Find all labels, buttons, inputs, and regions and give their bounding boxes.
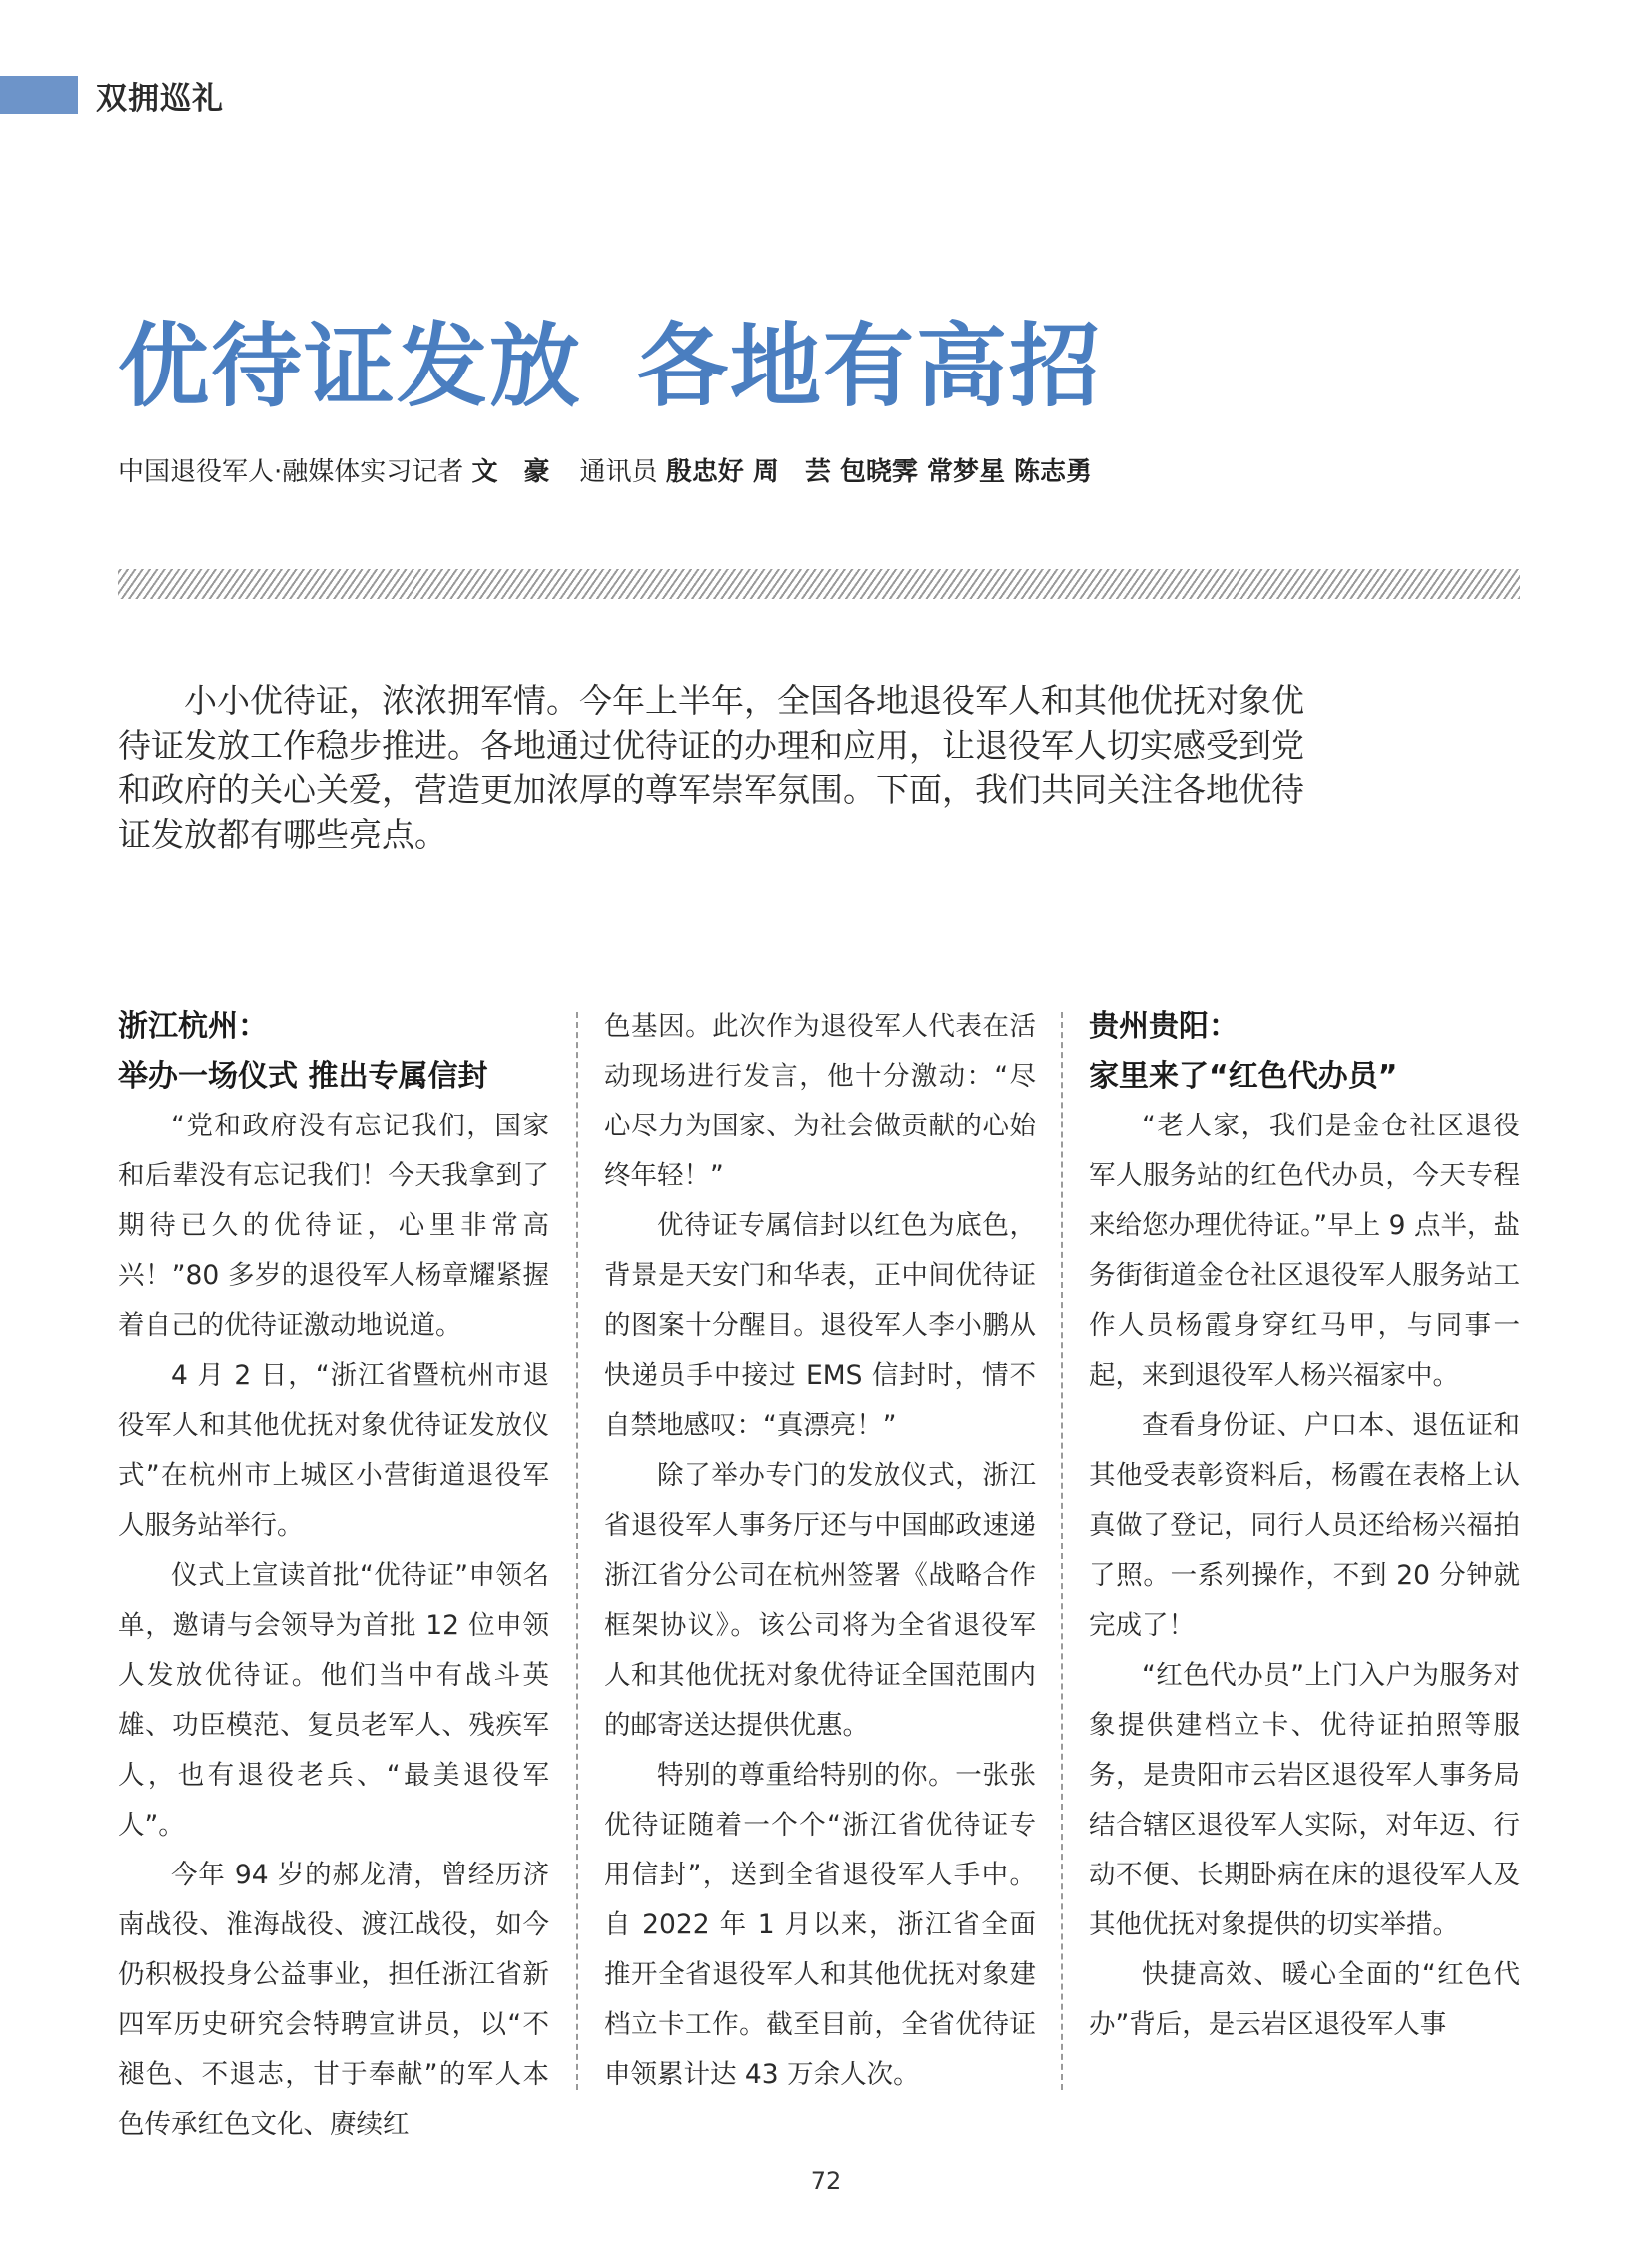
column-3-paragraph: 快捷高效、暖心全面的“红色代办”背后，是云岩区退役军人事 <box>1089 1959 1520 2040</box>
headline-part-2: 各地有高招 <box>637 315 1103 419</box>
headline-part-1: 优待证发放 <box>118 315 583 419</box>
column-1-paragraph: 今年 94 岁的郝龙清，曾经历济南战役、淮海战役、渡江战役，如今仍积极投身公益事业，担任浙江省新四军历史研究会特聘宣讲员，以“不褪色、不退志，甘于奉献”的军人本色传承红色文化、赓续红 <box>118 1860 549 2140</box>
section-label: 双拥巡礼 <box>96 81 224 117</box>
column-divider-1 <box>576 1012 578 2090</box>
column-2-paragraph: 特别的尊重给特别的你。一张张优待证随着一个个“浙江省优待证专用信封”，送到全省退役军人手中。自 2022 年 1 月以来，浙江省全面推开全省退役军人和其他优抚对象建档立卡工作。截至目前，全省优待证申领累计达 43 万余人次。 <box>604 1760 1036 2090</box>
column-1-paragraph: “党和政府没有忘记我们，国家和后辈没有忘记我们！今天我拿到了期待已久的优待证，心里非常高兴！”80 多岁的退役军人杨章耀紧握着自己的优待证激动地说道。 <box>118 1111 549 1341</box>
article-headline <box>118 315 1103 419</box>
column-1-heading-line-2: 举办一场仪式 推出专属信封 <box>118 1059 488 1094</box>
column-3-paragraph: “红色代办员”上门入户为服务对象提供建档立卡、优待证拍照等服务，是贵阳市云岩区退役军人事务局结合辖区退役军人实际，对年迈、行动不便、长期卧病在床的退役军人及其他优抚对象提供的切实举措。 <box>1089 1660 1520 1940</box>
column-1-heading-line-1: 浙江杭州： <box>118 1009 268 1044</box>
column-3 <box>1089 1002 1520 2050</box>
byline-correspondents: 殷忠好 周 芸 包晓霁 常梦星 陈志勇 <box>665 457 1093 487</box>
byline-prefix: 中国退役军人·融媒体实习记者 <box>118 457 472 487</box>
intro-paragraph <box>118 679 1336 857</box>
column-2 <box>604 1002 1036 2100</box>
column-3-heading-line-1: 贵州贵阳： <box>1089 1009 1239 1044</box>
intro-text: 小小优待证，浓浓拥军情。今年上半年，全国各地退役军人和其他优抚对象优待证发放工作稳步推进。各地通过优待证的办理和应用，让退役军人切实感受到党和政府的关心关爱，营造更加浓厚的尊军崇军氛围。下面，我们共同关注各地优待证发放都有哪些亮点。 <box>118 681 1304 854</box>
hatched-divider <box>118 569 1520 599</box>
column-2-paragraph: 优待证专属信封以红色为底色，背景是天安门和华表，正中间优待证的图案十分醒目。退役军人李小鹏从快递员手中接过 EMS 信封时，情不自禁地感叹：“真漂亮！” <box>604 1210 1036 1441</box>
column-2-continuation: 色基因。此次作为退役军人代表在活动现场进行发言，他十分激动：“尽心尽力为国家、为社会做贡献的心始终年轻！” <box>604 1011 1036 1191</box>
column-1-paragraph: 4 月 2 日，“浙江省暨杭州市退役军人和其他优抚对象优待证发放仪式”在杭州市上城区小营街道退役军人服务站举行。 <box>118 1360 549 1541</box>
column-2-paragraph: 除了举办专门的发放仪式，浙江省退役军人事务厅还与中国邮政速递浙江省分公司在杭州签署《战略合作框架协议》。该公司将为全省退役军人和其他优抚对象优待证全国范围内的邮寄送达提供优惠。 <box>604 1460 1036 1741</box>
column-3-paragraph: “老人家，我们是金仓社区退役军人服务站的红色代办员，今天专程来给您办理优待证。”早上 9 点半，盐务街街道金仓社区退役军人服务站工作人员杨霞身穿红马甲，与同事一起，来到退役军人杨兴福家中。 <box>1089 1111 1520 1391</box>
byline <box>118 451 1092 488</box>
column-divider-2 <box>1061 1012 1063 2090</box>
page-number: 72 <box>810 2167 842 2195</box>
column-3-paragraph: 查看身份证、户口本、退伍证和其他受表彰资料后，杨霞在表格上认真做了登记，同行人员还给杨兴福拍了照。一系列操作，不到 20 分钟就完成了！ <box>1089 1410 1520 1641</box>
section-color-bar <box>0 76 78 114</box>
column-1-paragraph: 仪式上宣读首批“优待证”申领名单，邀请与会领导为首批 12 位申领人发放优待证。他们当中有战斗英雄、功臣模范、复员老军人、残疾军人，也有退役老兵、“最美退役军人”。 <box>118 1560 549 1841</box>
column-3-heading-line-2: 家里来了“红色代办员” <box>1089 1059 1398 1094</box>
byline-correspondent-label: 通讯员 <box>579 457 666 487</box>
column-1 <box>118 1002 549 2150</box>
byline-reporter: 文 豪 <box>471 457 550 487</box>
